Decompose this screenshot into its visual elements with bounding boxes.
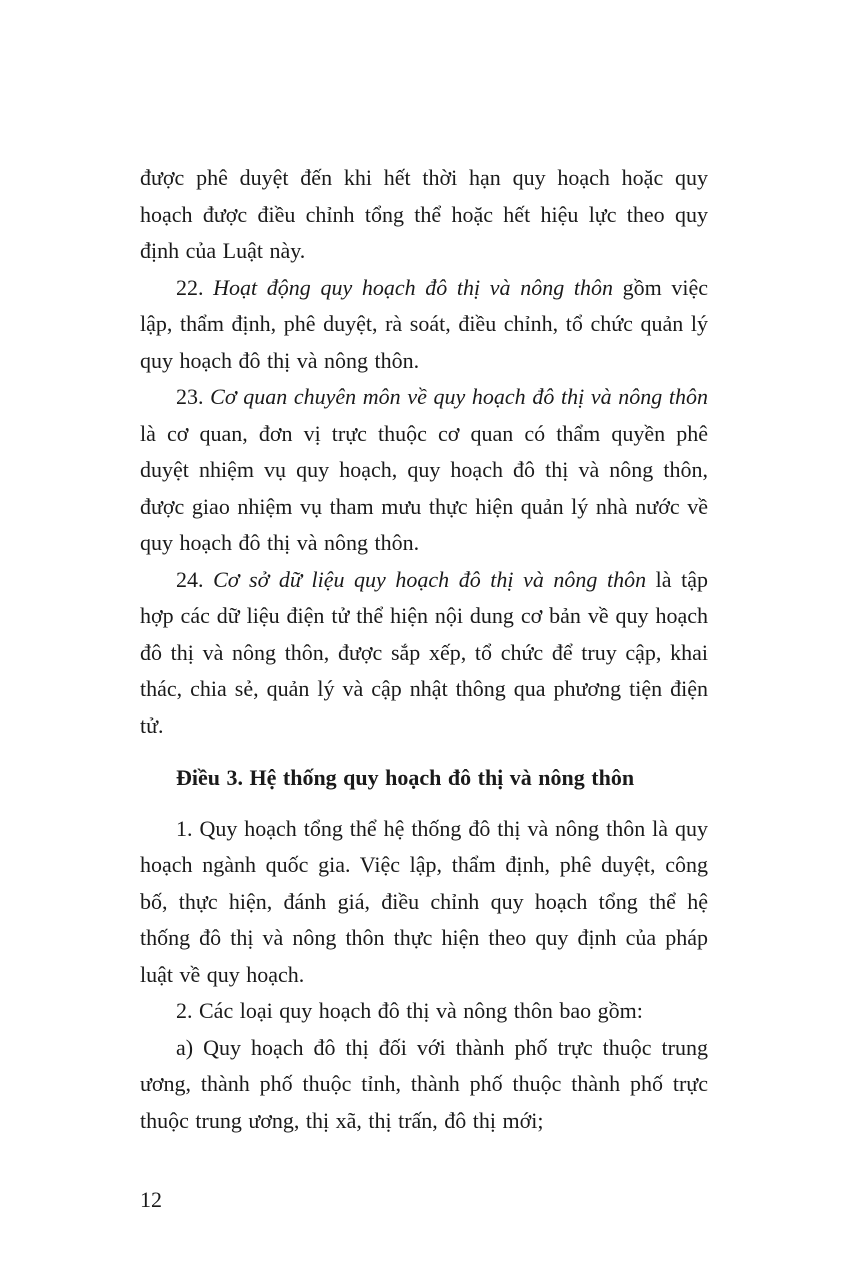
article-paragraph-1: 1. Quy hoạch tổng thể hệ thống đô thị và nông thôn là quy hoạch ngành quốc gia. Việc lập, thẩm định, phê duyệt, công bố, thực hiện, đánh giá, điều chỉnh quy hoạch tổng thể hệ thống đô thị và nông thôn thực hiện theo quy định của pháp luật về quy hoạch. xyxy=(140,815,708,987)
clause-number: 22. xyxy=(176,274,204,300)
clause-text: gồm việc lập, thẩm định, phê duyệt, rà soát, điều chỉnh, tổ chức quản lý quy hoạch đô thị và nông thôn. xyxy=(140,274,708,373)
article-paragraph-2a: a) Quy hoạch đô thị đối với thành phố trực thuộc trung ương, thành phố thuộc tỉnh, thành phố thuộc thành phố trực thuộc trung ương, thị xã, thị trấn, đô thị mới; xyxy=(140,1034,708,1133)
page-number: 12 xyxy=(140,1187,162,1212)
defined-term: Cơ quan chuyên môn về quy hoạch đô thị và nông thôn xyxy=(210,384,709,409)
page-body xyxy=(140,160,708,1139)
clause-number: 24. xyxy=(176,566,204,592)
clause-24 xyxy=(140,562,708,745)
article-paragraph-2: 2. Các loại quy hoạch đô thị và nông thôn bao gồm: xyxy=(176,998,643,1023)
article-heading: Điều 3. Hệ thống quy hoạch đô thị và nông thôn xyxy=(176,765,635,790)
clause-number: 23. xyxy=(176,384,204,409)
defined-term: Hoạt động quy hoạch đô thị và nông thôn xyxy=(213,274,613,300)
paragraph-continuation: được phê duyệt đến khi hết thời hạn quy hoạch hoặc quy hoạch được điều chỉnh tổng thể hoặc hết hiệu lực theo quy định của Luật này. xyxy=(140,165,708,263)
clause-23 xyxy=(140,379,708,562)
clause-text: là cơ quan, đơn vị trực thuộc cơ quan có thẩm quyền phê duyệt nhiệm vụ quy hoạch, quy hoạch đô thị và nông thôn, được giao nhiệm vụ tham mưu thực hiện quản lý nhà nước về quy hoạch đô thị và nông thôn. xyxy=(140,420,708,555)
clause-22 xyxy=(140,270,708,380)
defined-term: Cơ sở dữ liệu quy hoạch đô thị và nông thôn xyxy=(213,566,647,592)
clause-text: là tập hợp các dữ liệu điện tử thể hiện nội dung cơ bản về quy hoạch đô thị và nông thôn, được sắp xếp, tổ chức để truy cập, khai thác, chia sẻ, quản lý và cập nhật thông qua phương tiện điện tử. xyxy=(140,566,709,738)
